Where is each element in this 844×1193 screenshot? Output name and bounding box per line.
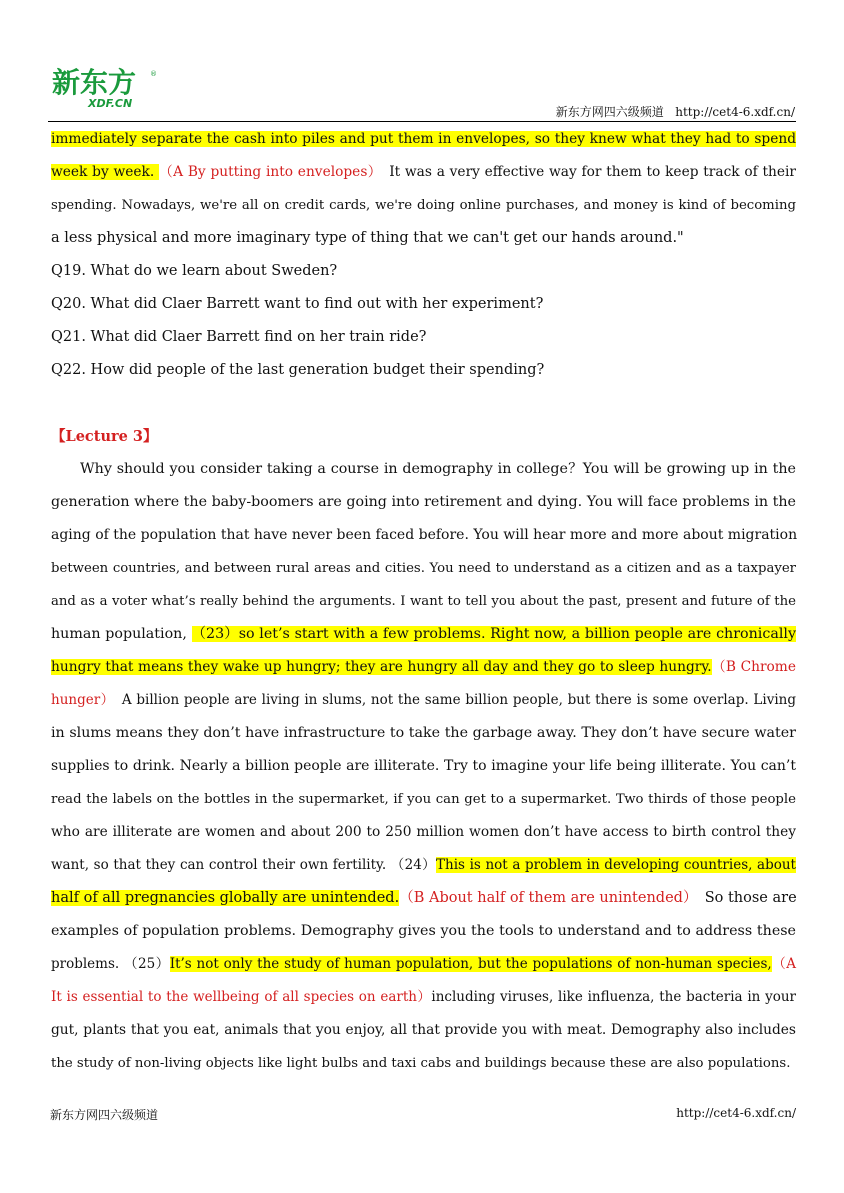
text-line	[51, 519, 796, 552]
answer-note: hunger）	[51, 692, 108, 708]
line-text: between countries, and between rural areas and cities. You need to understand as a citizen and as a taxpayer	[51, 561, 796, 576]
page-header	[520, 103, 795, 120]
footer-url[interactable]: http://cet4-6.xdf.cn/	[676, 1106, 796, 1120]
line-text: Why should you consider taking a course in demography in college？You will be growing up in the	[80, 461, 796, 477]
question-q20	[51, 288, 796, 321]
answer-note: （B About half of them are unintended）	[399, 890, 691, 906]
line-text: aging of the population that have never been faced before. You will hear more and more about migration	[51, 527, 798, 543]
highlighted-answer-text: half of all pregnancies globally are unintended.	[51, 890, 400, 906]
text-line	[51, 684, 796, 717]
line-text: in slums means they don’t have infrastructure to take the garbage away. They don’t have secure water	[51, 725, 796, 741]
line-text: problems. （25）	[51, 956, 170, 972]
text-line	[51, 189, 796, 222]
line-text: generation where the baby-boomers are going into retirement and dying. You will face problems in the	[51, 494, 796, 510]
text-line	[51, 1047, 796, 1080]
line-text: read the labels on the bottles in the supermarket, if you can get to a supermarket. Two thirds of those people	[51, 792, 796, 807]
question-text: Q20. What did Claer Barrett want to find out with her experiment?	[51, 296, 544, 312]
line-text: So those are	[690, 890, 797, 906]
line-text: human population,	[51, 626, 192, 642]
line-text: gut, plants that you eat, animals that you enjoy, all that provide you with meat. Demography also includes	[51, 1022, 796, 1038]
text-line	[51, 486, 796, 519]
question-q19	[51, 255, 796, 288]
highlighted-answer-text: （23）so let’s start with a few problems. Right now, a billion people are chronically	[191, 626, 796, 642]
answer-note: （A	[771, 956, 796, 972]
question-text: Q21. What did Claer Barrett find on her train ride?	[51, 329, 427, 345]
text-line	[51, 618, 796, 651]
text-line	[51, 816, 796, 849]
svg-text:®: ®	[150, 70, 157, 78]
text-line	[51, 915, 796, 948]
header-url[interactable]: http://cet4-6.xdf.cn/	[675, 105, 795, 119]
logo-sub-text: XDF.CN	[88, 97, 133, 110]
answer-note: （A By putting into envelopes）	[158, 164, 376, 180]
answer-note: （B Chrome	[711, 659, 796, 675]
line-text: It was a very effective way for them to keep track of their	[375, 164, 796, 180]
highlighted-answer-text: week by week.	[51, 164, 159, 180]
paragraph-gap	[51, 387, 796, 420]
line-text: A billion people are living in slums, not the same billion people, but there is some overlap. Living	[107, 692, 796, 708]
text-line	[51, 750, 796, 783]
text-line	[51, 222, 796, 255]
line-text: supplies to drink. Nearly a billion people are illiterate. Try to imagine your life being illiterate. You can’t	[51, 758, 796, 774]
xdf-logo	[50, 62, 160, 112]
text-line	[51, 123, 796, 156]
text-line	[51, 651, 796, 684]
text-line	[51, 1014, 796, 1047]
text-line	[51, 453, 796, 486]
line-text: the study of non-living objects like light bulbs and taxi cabs and buildings because these are also populations.	[51, 1056, 791, 1071]
question-text: Q19. What do we learn about Sweden?	[51, 263, 338, 279]
text-line	[51, 849, 796, 882]
answer-note: It is essential to the wellbeing of all species on earth）	[51, 989, 432, 1005]
highlighted-answer-text: It’s not only the study of human population, but the populations of non-human species,	[169, 956, 772, 972]
line-text: including viruses, like influenza, the bacteria in your	[431, 989, 796, 1005]
line-text: spending. Nowadays, we're all on credit cards, we're doing online purchases, and money is kind of becoming	[51, 198, 796, 213]
highlighted-answer-text: hungry that means they wake up hungry; they are hungry all day and they go to sleep hungry.	[51, 659, 712, 675]
text-line	[51, 981, 796, 1014]
line-text: who are illiterate are women and about 200 to 250 million women don’t have access to birth control they	[51, 824, 796, 840]
document-body	[51, 123, 796, 1080]
text-line	[51, 717, 796, 750]
text-line	[51, 948, 796, 981]
line-text: examples of population problems. Demography gives you the tools to understand and to address these	[51, 923, 796, 939]
line-text: want, so that they can control their own fertility. （24）	[51, 857, 436, 873]
header-divider	[48, 121, 796, 122]
lecture-heading: 【Lecture 3】	[51, 428, 158, 445]
logo-main-text: 新东方	[52, 66, 137, 99]
text-line	[51, 783, 796, 816]
footer-channel: 新东方网四六级频道	[50, 1108, 159, 1122]
text-line	[51, 552, 796, 585]
line-text: a less physical and more imaginary type of thing that we can't get our hands around."	[51, 230, 684, 246]
text-line	[51, 882, 796, 915]
header-channel: 新东方网四六级频道	[555, 105, 664, 119]
section-heading	[51, 420, 796, 453]
question-text: Q22. How did people of the last generation budget their spending?	[51, 362, 545, 378]
highlighted-answer-text: immediately separate the cash into piles and put them in envelopes, so they knew what they had to spend	[51, 131, 796, 147]
question-q21	[51, 321, 796, 354]
line-text: and as a voter what’s really behind the arguments. I want to tell you about the past, present and future of the	[51, 594, 796, 609]
text-line	[51, 156, 796, 189]
question-q22	[51, 354, 796, 387]
text-line	[51, 585, 796, 618]
highlighted-answer-text: This is not a problem in developing countries, about	[436, 857, 796, 873]
